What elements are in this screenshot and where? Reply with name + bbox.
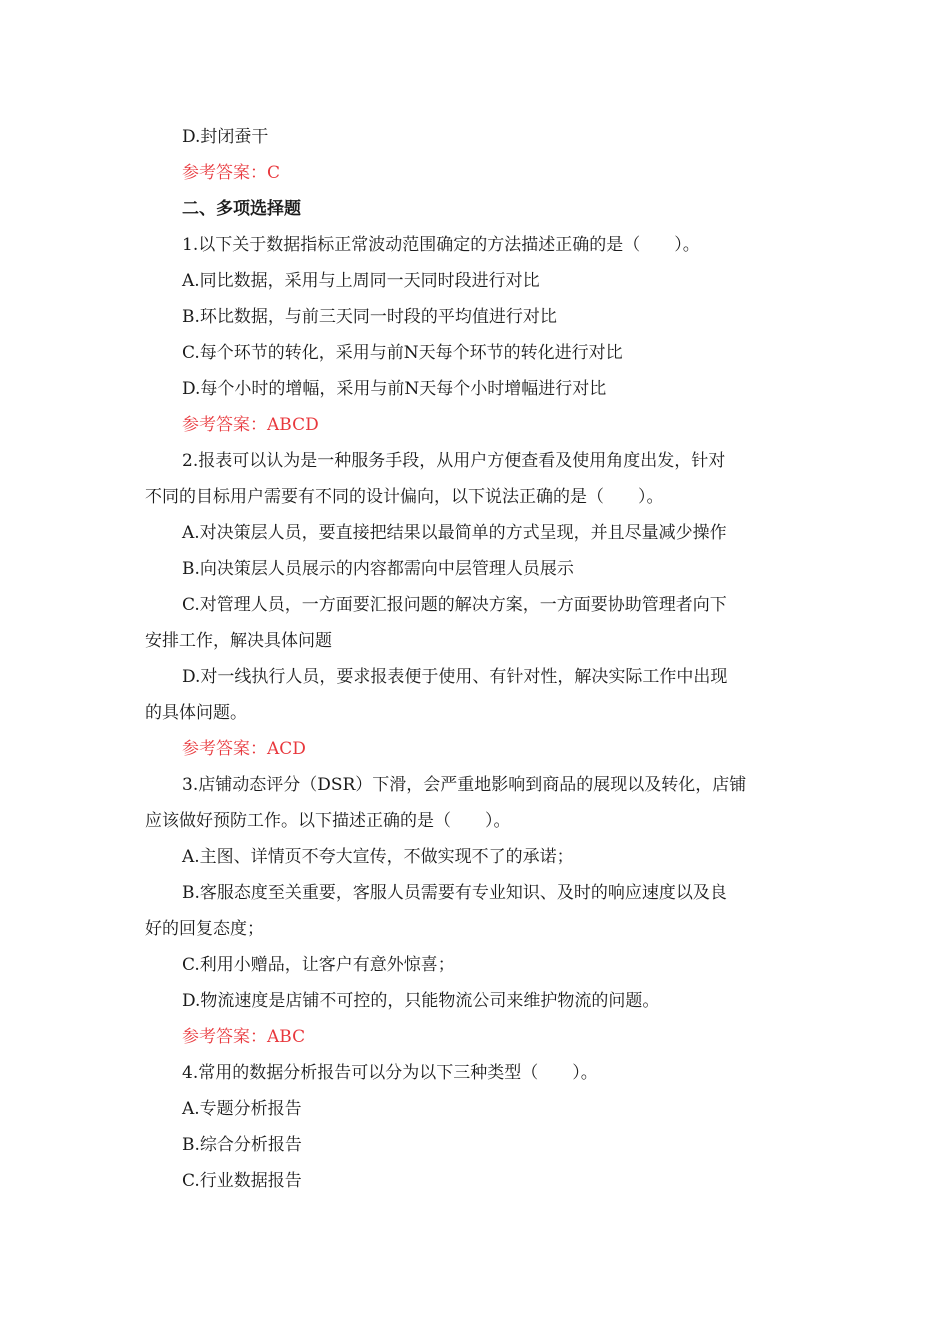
- q1-option-c: C.每个环节的转化，采用与前N天每个环节的转化进行对比: [182, 343, 623, 363]
- q3-option-c: C.利用小赠品，让客户有意外惊喜；: [182, 955, 455, 975]
- section-heading-multiple-choice: 二、多项选择题: [182, 199, 301, 219]
- q2-option-d-line-1: D.对一线执行人员，要求报表便于使用、有针对性，解决实际工作中出现: [182, 667, 728, 687]
- q1-answer: 参考答案：ABCD: [182, 415, 319, 435]
- q4-option-a: A.专题分析报告: [182, 1099, 302, 1119]
- q2-option-b: B.向决策层人员展示的内容都需向中层管理人员展示: [182, 559, 574, 579]
- answer-q0: 参考答案：C: [182, 163, 281, 183]
- option-d-q0: D.封闭蚕干: [182, 127, 269, 147]
- document-page: [145, 119, 810, 1199]
- q3-option-d: D.物流速度是店铺不可控的，只能物流公司来维护物流的问题。: [182, 991, 660, 1011]
- question-3-line-1: 3.店铺动态评分（DSR）下滑，会严重地影响到商品的展现以及转化，店铺: [182, 775, 747, 795]
- question-3-line-2: 应该做好预防工作。以下描述正确的是（ ）。: [145, 811, 511, 831]
- q2-option-a: A.对决策层人员，要直接把结果以最简单的方式呈现，并且尽量减少操作: [182, 523, 727, 543]
- question-2-line-1: 2.报表可以认为是一种服务手段，从用户方便查看及使用角度出发，针对: [182, 451, 726, 471]
- q3-answer: 参考答案：ABC: [182, 1027, 306, 1047]
- q4-option-b: B.综合分析报告: [182, 1135, 302, 1155]
- q3-option-a: A.主图、详情页不夸大宣传，不做实现不了的承诺；: [182, 847, 574, 867]
- q2-option-c-line-1: C.对管理人员，一方面要汇报问题的解决方案，一方面要协助管理者向下: [182, 595, 727, 615]
- q1-option-a: A.同比数据，采用与上周同一天同时段进行对比: [182, 271, 540, 291]
- q1-option-b: B.环比数据，与前三天同一时段的平均值进行对比: [182, 307, 557, 327]
- q3-option-b-line-2: 好的回复态度；: [145, 919, 264, 939]
- question-1: 1.以下关于数据指标正常波动范围确定的方法描述正确的是（ ）。: [182, 235, 700, 255]
- q1-option-d: D.每个小时的增幅，采用与前N天每个小时增幅进行对比: [182, 379, 607, 399]
- q2-option-d-line-2: 的具体问题。: [145, 703, 247, 723]
- q2-option-c-line-2: 安排工作，解决具体问题: [145, 631, 332, 651]
- question-4: 4.常用的数据分析报告可以分为以下三种类型（ ）。: [182, 1063, 598, 1083]
- question-2-line-2: 不同的目标用户需要有不同的设计偏向，以下说法正确的是（ ）。: [145, 487, 664, 507]
- q3-option-b-line-1: B.客服态度至关重要，客服人员需要有专业知识、及时的响应速度以及良: [182, 883, 727, 903]
- q4-option-c: C.行业数据报告: [182, 1171, 302, 1191]
- q2-answer: 参考答案：ACD: [182, 739, 306, 759]
